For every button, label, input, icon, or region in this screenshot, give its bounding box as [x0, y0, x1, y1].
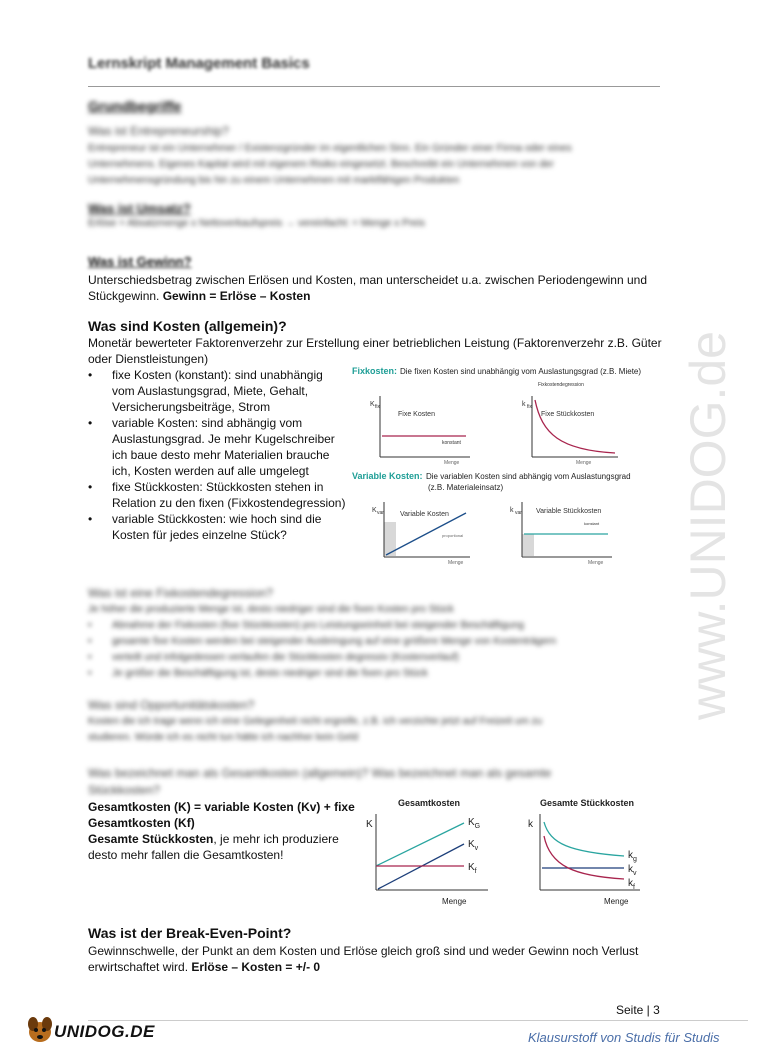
- series-line-kg: [376, 823, 464, 866]
- kosten-figure: [350, 362, 655, 572]
- x-axis-label: Menge: [442, 897, 467, 906]
- degression-intro: Je höher die produzierte Menge ist, desto niedriger sind die fixen Kosten pro Stück: [88, 604, 454, 615]
- opportunitaetskosten-section: [88, 698, 658, 746]
- series-label-kv: [628, 864, 637, 877]
- series-line-kf: [544, 836, 624, 879]
- list-item: • gesamte fixe Kosten werden bei steigender Ausbringung auf eine größere Menge von Kostenträgern: [88, 634, 658, 650]
- umsatz-question: Was ist Umsatz?: [88, 201, 191, 216]
- gewinn-prefix: Stückgewinn.: [88, 289, 163, 303]
- c1-xlabel: Menge: [444, 460, 460, 466]
- y-axis-label: k: [528, 819, 533, 830]
- stueckkosten-line: desto mehr fallen die Gesamtkosten!: [88, 848, 284, 862]
- bullet-line: • variable Kosten: sind abhängig vom: [112, 416, 303, 430]
- list-item: [88, 415, 350, 479]
- grundbegriffe-section: [88, 98, 658, 232]
- fixe-kosten-chart: [370, 396, 470, 466]
- series-line-kg: [544, 822, 624, 856]
- stueckkosten-bold: Gesamte Stückkosten: [88, 832, 214, 846]
- c2-top: Fixkostendegression: [538, 382, 584, 388]
- variable-stueckkosten-chart: [510, 502, 612, 566]
- fixkostendegression-section: [88, 586, 658, 682]
- bullet-line: Relation zu den fixen (Fixkostendegression): [112, 496, 346, 510]
- c3-title: Variable Kosten: [400, 511, 449, 518]
- logo-text: UNIDOG.DE: [54, 1022, 155, 1041]
- fixkosten-text: Die fixen Kosten sind unabhängig vom Auslastungsgrad (z.B. Miete): [400, 367, 642, 376]
- list-item: • Abnahme der Fixkosten (fixe Stückkosten) pro Leistungseinheit bei steigender Beschäftigung: [88, 618, 658, 634]
- degression-bullet-list: [88, 618, 658, 682]
- variable-kosten-label: Variable Kosten:: [352, 471, 423, 481]
- footer-tagline: Klausurstoff von Studis für Studis: [528, 1030, 720, 1045]
- list-item: • Je größer die Beschäftigung ist, desto niedriger sind die fixen pro Stück: [88, 666, 658, 682]
- series-name: k: [628, 850, 633, 861]
- gesamtkosten-charts: [360, 792, 652, 910]
- kosten-bullet-list: [88, 367, 350, 542]
- c4-title: Variable Stückkosten: [536, 508, 602, 515]
- c2-title: Fixe Stückkosten: [541, 411, 595, 418]
- bullet-line: • variable Stückkosten: wie hoch sind die: [112, 512, 322, 526]
- page-number: Seite | 3: [616, 1003, 660, 1017]
- breakeven-line: Gewinnschwelle, der Punkt an dem Kosten und Erlöse gleich groß sind und weder Gewinn noch Verlust: [88, 944, 639, 958]
- series-name-subscript: G: [474, 823, 481, 830]
- bullet-line: • fixe Kosten (konstant): sind unabhängig: [112, 368, 323, 382]
- series-name-subscript: v: [474, 845, 479, 852]
- series-name-subscript: g: [633, 856, 637, 863]
- series-name: k: [628, 864, 633, 875]
- entrepreneurship-line: Unternehmens. Eigenes Kapital wird mit eigenem Risiko eingesetzt. Beschreibt ein Unternehmen von der: [88, 159, 554, 170]
- degression-heading: Was ist eine Fixkostendegression?: [88, 586, 273, 600]
- opportunitaet-heading: Was sind Opportunitätskosten?: [88, 698, 255, 712]
- bullet-line: ich baue desto mehr Materialien brauche: [112, 448, 330, 462]
- series-name-subscript: v: [633, 870, 637, 877]
- series-label-kf: [468, 862, 477, 875]
- watermark-text: www.UNIDOG.de: [680, 331, 736, 720]
- breakeven-line: [88, 959, 668, 975]
- c1-ysub: fix: [375, 404, 380, 410]
- title-divider: [88, 86, 660, 87]
- breakeven-prefix: erwirtschaftet wird.: [88, 960, 192, 974]
- series-name-subscript: f: [633, 884, 635, 891]
- continuation-text: verteilt und infolgedessen verlaufen die Stückkosten degressiv (Kostenverlauf): [112, 652, 459, 663]
- c1-title: Fixe Kosten: [398, 411, 435, 418]
- list-item-continuation: [88, 650, 658, 666]
- gesamtkosten-text: [88, 799, 360, 863]
- gewinn-line: Unterschiedsbetrag zwischen Erlösen und Kosten, man unterscheidet u.a. zwischen Periodengewinn und: [88, 273, 647, 287]
- fixkosten-label: Fixkosten:: [352, 366, 398, 376]
- umsatz-text: Erlöse = Absatzmenge x Nettoverkaufspreis → vereinfacht: = Menge x Preis: [88, 218, 425, 229]
- dog-logo-icon: [24, 1012, 56, 1046]
- list-item: [88, 479, 350, 511]
- series-label-kg: [468, 817, 480, 830]
- kosten-intro-line: oder Dienstleistungen): [88, 352, 209, 366]
- c4-ylabel: k: [510, 507, 514, 514]
- grundbegriffe-heading: Grundbegriffe: [88, 98, 182, 114]
- bullet-line: • fixe Stückkosten: Stückkosten stehen in: [112, 480, 324, 494]
- gesamtkosten-chart: [366, 798, 488, 906]
- variable-kosten-text: Die variablen Kosten sind abhängig vom Auslastungsgrad: [426, 472, 631, 481]
- series-label-kg: [628, 850, 637, 863]
- list-item: [88, 511, 350, 543]
- fixe-stueckkosten-chart: [522, 382, 618, 466]
- c4-ysub: var: [515, 510, 522, 516]
- c4-note: konstant: [584, 521, 600, 526]
- series-name: K: [468, 862, 475, 873]
- series-label-kf: [628, 878, 635, 891]
- entrepreneurship-text: [88, 141, 658, 189]
- c4-xlabel: Menge: [588, 560, 604, 566]
- gesamte-stueckkosten-chart: [528, 798, 640, 906]
- gewinn-paragraph: [88, 272, 668, 304]
- c1-note: konstant: [442, 440, 461, 446]
- c3-ylabel: K: [372, 507, 377, 514]
- entrepreneurship-line: Unternehmensgründung bis hin zu einem Unternehmen mit marktfähigen Produkten: [88, 175, 460, 186]
- document-title: Lernskript Management Basics: [88, 55, 310, 72]
- c2-ylabel: k: [522, 401, 526, 408]
- series-name: k: [628, 878, 633, 889]
- bullet-line: Auslastungsgrad. Je mehr Kugelschreiber: [112, 432, 335, 446]
- opportunitaet-line: studieren. Würde ich es nicht tun hätte ich nachher kein Geld: [88, 732, 359, 743]
- watermark: [655, 280, 775, 720]
- bullet-line: vom Auslastungsgrad, Miete, Gehalt,: [112, 384, 309, 398]
- entrepreneurship-line: Entrepreneur ist ein Unternehmer / Existenzgründer im eigentlichen Sinn. Ein Gründer einer Firma oder eines: [88, 143, 572, 154]
- variable-kosten-chart: [372, 502, 470, 566]
- entrepreneurship-question: Was ist Entrepreneurship?: [88, 124, 229, 138]
- gesamtkosten-heading-line: Stückkosten?: [88, 783, 161, 797]
- bullet-line: Versicherungsbeiträge, Strom: [112, 400, 271, 414]
- x-axis-label: Menge: [604, 897, 629, 906]
- bullet-line: ich, Kosten werden auf alle umgelegt: [112, 464, 309, 478]
- c3-note: proportional: [442, 533, 464, 538]
- footer-divider: [88, 1020, 748, 1021]
- series-name-subscript: f: [474, 868, 477, 875]
- chart-title: Gesamtkosten: [398, 798, 461, 808]
- c3-xlabel: Menge: [448, 560, 464, 566]
- kosten-heading: Was sind Kosten (allgemein)?: [88, 318, 287, 334]
- chart-title: Gesamte Stückkosten: [540, 798, 635, 808]
- series-name: K: [468, 839, 475, 850]
- c2-ysub: fix: [527, 404, 532, 410]
- gesamtkosten-formula-2: Gesamtkosten (Kf): [88, 816, 195, 830]
- gesamtkosten-heading-line: Was bezeichnet man als Gesamtkosten (allgemein)? Was bezeichnet man als gesamte: [88, 766, 552, 780]
- opportunitaet-line: Kosten die ich trage wenn ich eine Gelegenheit nicht ergreife, z.B. ich verzichte jetzt auf Freizeit um zu: [88, 716, 543, 727]
- list-item: [88, 367, 350, 415]
- breakeven-paragraph: [88, 943, 668, 975]
- series-name: K: [468, 817, 475, 828]
- stueckkosten-line: [88, 831, 360, 847]
- breakeven-heading: Was ist der Break-Even-Point?: [88, 925, 292, 941]
- variable-kosten-text-2: (z.B. Materialeinsatz): [428, 483, 504, 492]
- gewinn-line: [88, 288, 668, 304]
- y-axis-label: K: [366, 819, 373, 830]
- kosten-intro-line: Monetär bewerteter Faktorenverzehr zur Erstellung einer betrieblichen Leistung (Faktorenverzehr z.B. Güter: [88, 336, 662, 350]
- c2-xlabel: Menge: [576, 460, 592, 466]
- breakeven-formula: Erlöse – Kosten = +/- 0: [191, 960, 321, 974]
- gewinn-heading: Was ist Gewinn?: [88, 254, 192, 269]
- gesamtkosten-formula: Gesamtkosten (K) = variable Kosten (Kv) + fixe: [88, 800, 355, 814]
- series-label-kv: [468, 839, 479, 852]
- stueckkosten-rest: , je mehr ich produziere: [213, 832, 339, 846]
- bullet-line: Kosten für jedes einzelne Stück?: [112, 528, 287, 542]
- gewinn-formula: Gewinn = Erlöse – Kosten: [162, 289, 311, 303]
- c1-ylabel: K: [370, 401, 375, 408]
- c3-ysub: var: [377, 510, 384, 516]
